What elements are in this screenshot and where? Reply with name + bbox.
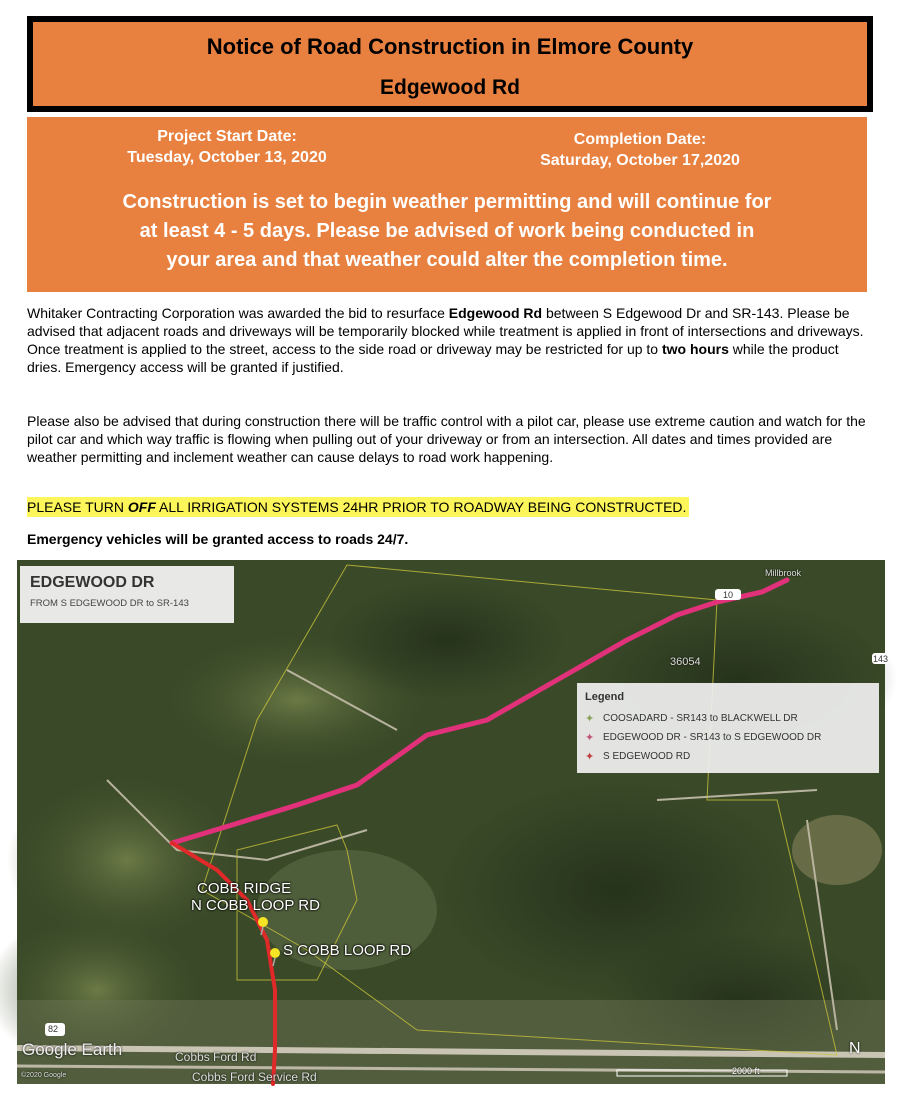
aerial-map [17,560,889,1084]
cobb-ridge-label: COBB RIDGE [197,880,292,897]
traffic-paragraph: Please also be advised that during construction there will be traffic control with a pilot car, please use extreme caution and watch for the pilot car and which way traffic is flowing when pulling out of your driveway or from an intersection. All dates and times provided are weather permitting and inclement weather can cause delays to road work happening. [27,413,866,465]
legend-title: Legend [585,691,625,703]
google-earth-label: Google Earth [22,1040,123,1059]
legend-item [585,747,879,766]
north-arrow-icon: N [849,1040,861,1057]
legend-item [585,728,879,747]
zip-label: 36054 [670,656,701,668]
completion-date-label: Completion Date: [573,131,707,148]
emergency-access-note: Emergency vehicles will be granted access to roads 24/7. [27,531,409,547]
legend-marker-icon: ✦ [585,732,595,744]
irrigation-warning [27,497,689,517]
map-legend [577,683,879,773]
notice-line: at least 4 - 5 days. Please be advised of work being conducted in [139,220,755,242]
dates-box [27,117,867,292]
completion-date-value: Saturday, October 17,2020 [540,152,740,169]
road-bold: Edgewood Rd [448,305,543,321]
forest-patch [327,580,567,700]
off-emphasis: OFF [127,499,156,515]
legend-marker-icon: ✦ [585,751,595,763]
warning-text: ALL IRRIGATION SYSTEMS 24HR PRIOR TO ROADWAY BEING CONSTRUCTED. [155,499,687,515]
contract-paragraph [27,304,872,376]
para-text: between S Edgewood Dr and SR-143. Please be advised that adjacent roads and driveways will be temporarily blocked while treatment is applied in front of intersections and driveways. Once treatment is applied to the street, access to the side road or driveway may be restricted for up to [27,305,864,357]
warning-text: PLEASE TURN [27,499,128,515]
route-143-label: 143 [873,654,889,664]
duration-bold: two hours [661,341,729,357]
construction-notice [42,188,852,275]
notice-line: your area and that weather could alter the completion time. [166,249,728,271]
legend-label: EDGEWOOD DR - SR143 to S EDGEWOOD DR [603,732,822,743]
n-cobb-loop-label: N COBB LOOP RD [191,897,320,914]
para-text: while the product dries. Emergency access will be granted if justified. [27,341,839,375]
map-subtitle: FROM S EDGEWOOD DR to SR-143 [30,598,189,609]
title-box [27,16,873,112]
para-text: Whitaker Contracting Corporation was awarded the bid to resurface [27,305,449,321]
notice-title: Notice of Road Construction in Elmore County [206,34,694,59]
legend-marker-icon: ✦ [585,713,595,725]
copyright-label: ©2020 Google [21,1072,67,1079]
route-10-label: 10 [723,590,734,600]
map-imagery [17,560,885,1084]
start-date-block [117,126,337,168]
completion-date-block [505,129,775,171]
cobbs-ford-service-label: Cobbs Ford Service Rd [192,1070,317,1084]
road-name: Edgewood Rd [380,76,520,99]
map-title: EDGEWOOD DR [30,574,155,591]
notice-line: Construction is set to begin weather permitting and will continue for [122,191,772,213]
cobbs-ford-label: Cobbs Ford Rd [175,1050,257,1064]
start-date-label: Project Start Date: [157,128,297,145]
s-cobb-loop-label: S COBB LOOP RD [283,942,412,959]
legend-label: S EDGEWOOD RD [603,751,691,762]
millbrook-label: Millbrook [765,568,802,578]
route-82-label: 82 [48,1024,59,1034]
legend-label: COOSADARD - SR143 to BLACKWELL DR [603,713,798,724]
start-date-value: Tuesday, October 13, 2020 [127,149,327,166]
scale-label: 2000 ft [732,1066,760,1076]
sports-fields [792,815,882,885]
map-title-box [20,566,234,623]
legend-item [585,709,879,728]
